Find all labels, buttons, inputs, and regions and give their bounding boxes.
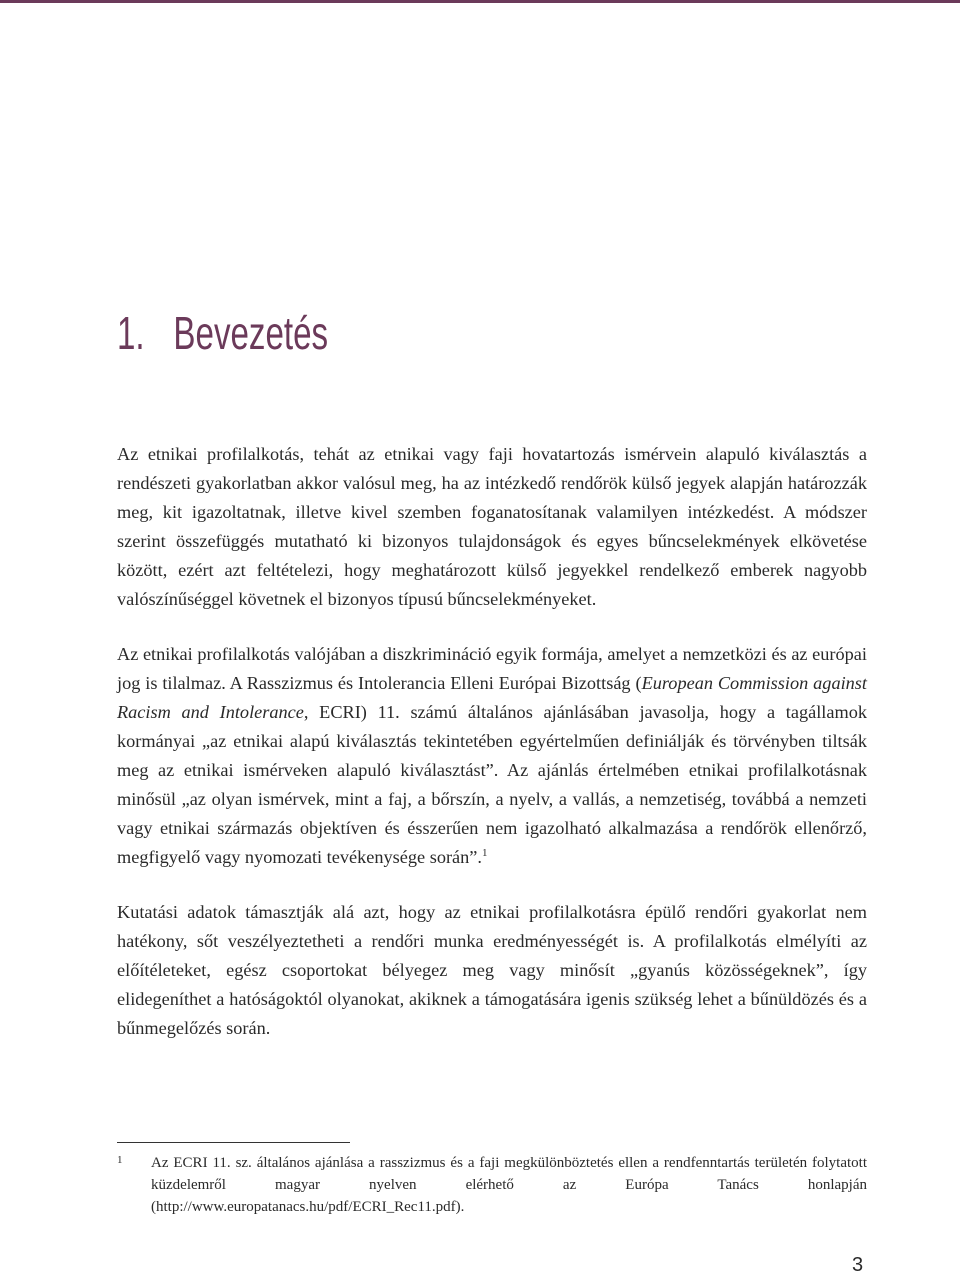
- top-border: [0, 0, 960, 3]
- text-run: Az etnikai profilalkotás, tehát az etnikai vagy faji hovatartozás ismérvein alapuló kiválasztás a rendészeti gyakorlatban akkor valósul meg, ha az intézkedő rendőrök külső jegyek alapján határozzák meg, kit igazoltatnak, illetve kivel szemben foganatosítanak valamilyen intézkedést. A módszer szerint összefüggés mutatható ki bizonyos tulajdonságok és egyes bűncselekmények elkövetése között, ezért azt feltételezi, hogy meghatározott külső jegyekkel rendelkező emberek nagyobb valószínűséggel követnek el bizonyos típusú bűncselekményeket.: [117, 444, 867, 609]
- chapter-title: Bevezetés: [173, 307, 329, 359]
- footnote-divider: [117, 1142, 350, 1143]
- paragraph-1: [117, 440, 867, 614]
- paragraph-2: [117, 640, 867, 872]
- text-run: Kutatási adatok támasztják alá azt, hogy az etnikai profilalkotásra épülő rendőri gyakorlat nem hatékony, sőt veszélyeztetheti a rendőri munka eredményességét is. A profilalkotás elmélyíti az előítéleteket, egész csoportokat bélyegez meg vagy minősít „gyanús közösségeknek”, így elidegeníthet a hatóságoktól olyanokat, akiknek a támogatására igenis szükség lehet a bűnüldözés és a bűnmegelőzés során.: [117, 902, 867, 1038]
- footnote: [117, 1152, 867, 1218]
- footnote-mark: 1: [117, 1154, 123, 1166]
- footnote-ref: 1: [482, 846, 488, 859]
- text-run: Az etnikai profilalkotás valójában a diszkrimináció egyik formája, amelyet a nemzetközi és az európai jog is tilalmaz. A Rasszizmus és Intolerancia Elleni Európai Bizottság (: [117, 644, 867, 693]
- chapter-number: 1.: [117, 307, 145, 359]
- body-text: [117, 440, 867, 1069]
- chapter-heading: [117, 303, 328, 363]
- paragraph-3: [117, 898, 867, 1043]
- page-number: 3: [852, 1254, 864, 1276]
- text-run: , ECRI) 11. számú általános ajánlásában javasolja, hogy a tagállamok kormányai „az etnikai alapú kiválasztás tekintetében egyértelműen definiálják és törvényben tiltsák meg az etnikai ismérveken alapuló kiválasztást”. Az ajánlás értelmében etnikai profilalkotásnak minősül „az olyan ismérvek, mint a faj, a bőrszín, a nyelv, a vallás, a nemzetiség, továbbá a nemzeti vagy etnikai származás objektíven és ésszerűen nem igazolható alkalmazása a rendőrök ellenőrző, megfigyelő vagy nyomozati tevékenysége során”.: [117, 702, 867, 867]
- footnote-text: Az ECRI 11. sz. általános ajánlása a rasszizmus és a faji megkülönböztetés ellen a rendfenntartás területén folytatott küzdelemről magyar nyelven elérhető az Európa Tanács honlapján (http://www.europatanacs.hu/pdf/ECRI_Rec11.pdf).: [151, 1155, 867, 1215]
- italic-text: European Commission against Racism and Intolerance: [117, 673, 867, 722]
